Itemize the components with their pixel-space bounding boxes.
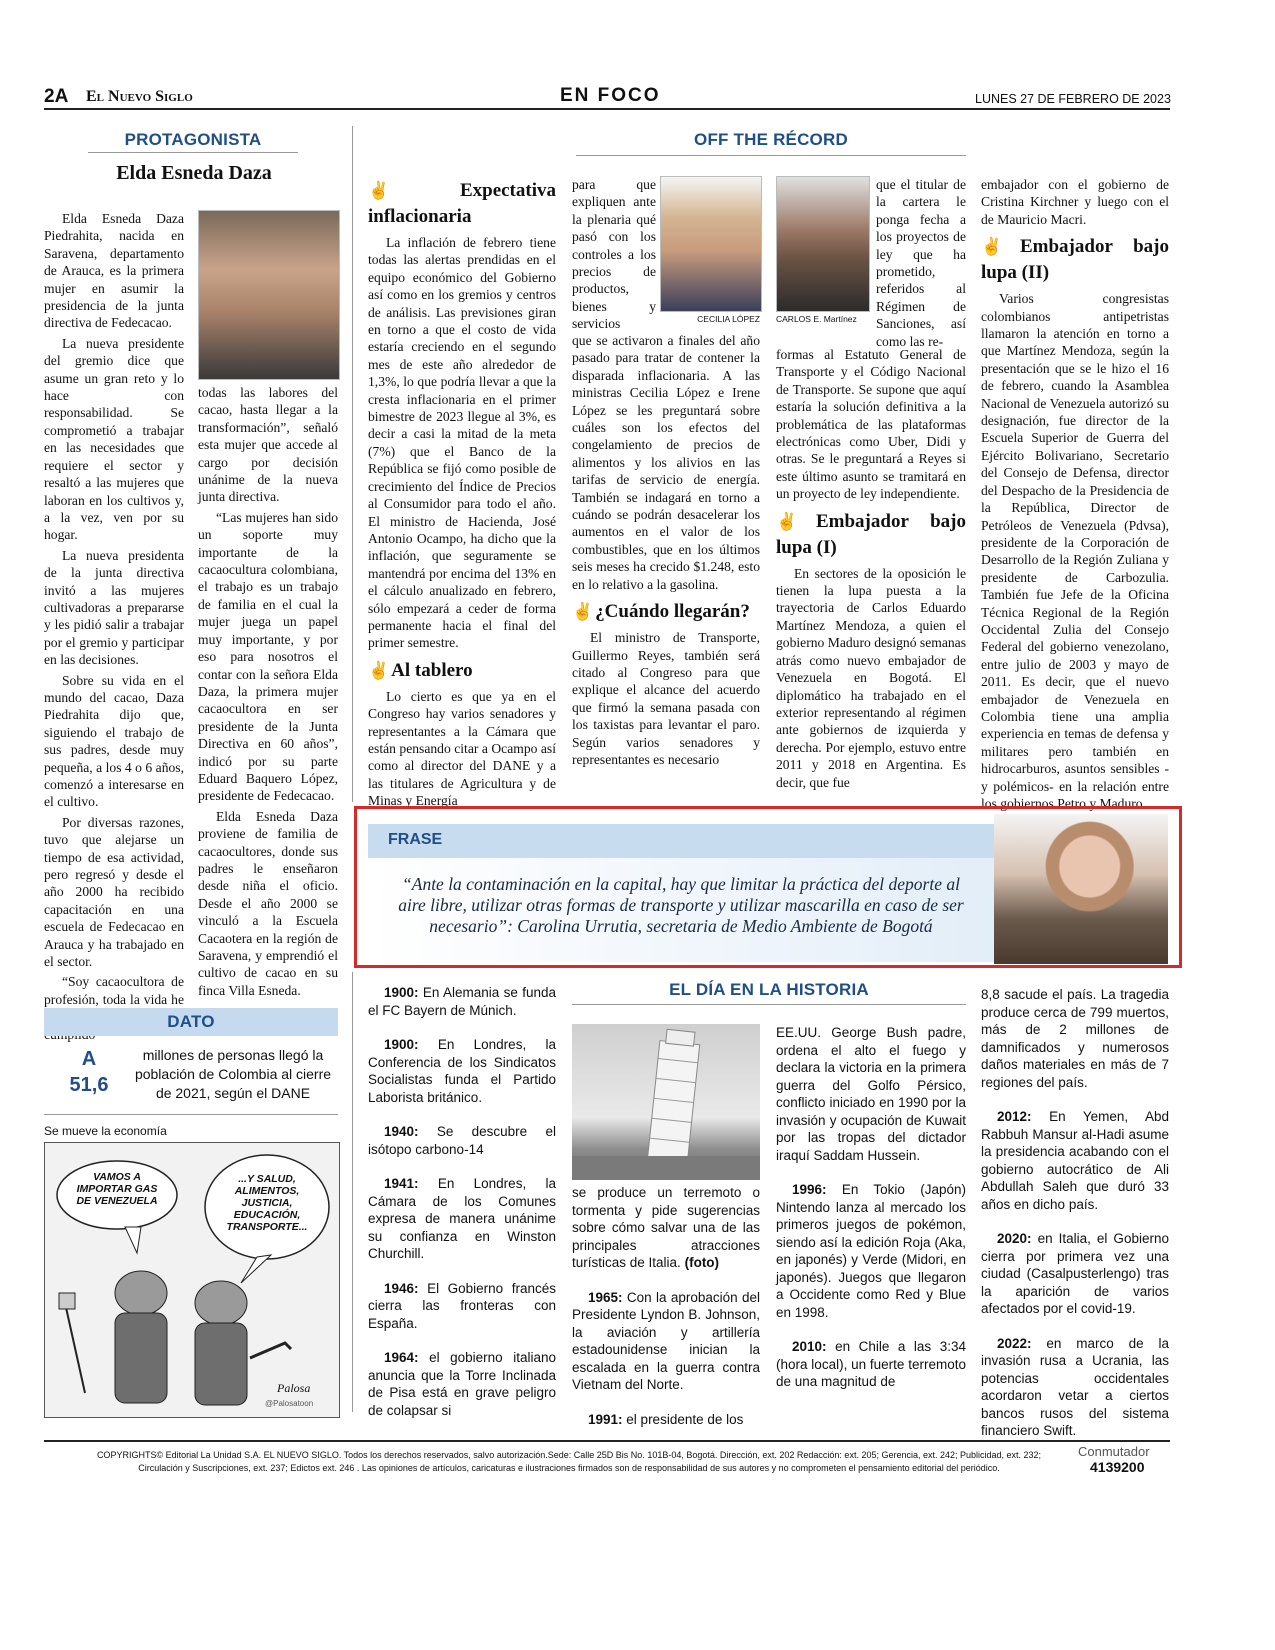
frase-label: FRASE <box>388 831 443 848</box>
column-divider <box>352 126 353 802</box>
paragraph: Por diversas razones, tuvo que alejarse un tiempo de esa actividad, pero regresó y desde el año 2000 ha recibido capacitación en una escuela de Fedecacao en Arauca y ha trabajado en el sector. <box>44 814 184 970</box>
carolina-urrutia-photo <box>994 814 1168 964</box>
history-entry: 2010: en Chile a las 3:34 (hora local), un fuerte terremoto de una magnitud de <box>776 1339 966 1389</box>
dato-value: A 51,6 <box>69 1048 109 1096</box>
item-title: ✌ Embajador bajo lupa (I) <box>776 510 966 558</box>
item-title: ✌ Expectativa inflacionaria <box>368 180 556 227</box>
off-record-colA <box>368 172 556 809</box>
cartoon-bubble-left: VAMOS A IMPORTAR GAS DE VENEZUELA <box>76 1171 158 1207</box>
paragraph: Sobre su vida en el mundo del cacao, Daza Piedrahita dijo que, siguiendo el trabajo de sus padres, desde muy pequeña, a los 4 o 6 años, comenzó a interesarse en el cultivo. <box>44 672 184 810</box>
elda-daza-photo <box>198 210 340 380</box>
dato-label: DATO <box>167 1012 215 1031</box>
issue-date: LUNES 27 DE FEBRERO DE 2023 <box>975 92 1171 106</box>
frase-quote: “Ante la contaminación en la capital, hay que limitar la práctica del deporte al aire libre, utilizar otras formas de transporte y utilizar mascarilla en caso de ser necesario”: Carolina Urrutia, secretaria de Medio Ambiente de Bogotá <box>398 874 964 936</box>
dato-rule <box>44 1114 338 1115</box>
off-record-rule <box>576 155 966 156</box>
history-entry: 1941: En Londres, la Cámara de los Comunes expresa de manera unánime su confianza en Winston Churchill. <box>368 1176 556 1261</box>
historia-col4 <box>981 986 1169 1457</box>
paragraph: que el titular de la cartera le ponga fecha a los proyectos de ley que ha prometido, referidos al Régimen de Sanciones, así como las re- <box>876 177 966 349</box>
historia-col2 <box>572 1184 760 1445</box>
history-entry: 1900: En Londres, la Conferencia de los Sindicatos Socialistas funda el Partido Laborista británico. <box>368 1037 556 1105</box>
pisa-tower-illustration <box>572 1024 760 1180</box>
history-entry: 1996: En Tokio (Japón) Nintendo lanza al mercado los primeros juegos de pokémon, siendo así la edición Roja (Aka, en japonés) y Verde (Midori, en japonés). Juegos que llegaron a Occidente como Red y Blue en 1998. <box>776 1182 966 1320</box>
off-record-colB <box>572 332 760 771</box>
paragraph: Lo cierto es que ya en el Congreso hay varios senadores y representantes a la Cámara que están pensando citar a Ocampo así como al director del DANE y a las titulares de Agricultura y de Minas y Energía <box>368 688 556 809</box>
historia-label: EL DÍA EN LA HISTORIA <box>669 980 869 999</box>
off-record-colC <box>776 346 966 794</box>
switchboard-number: 4139200 <box>1090 1459 1145 1475</box>
header-rule <box>44 108 1170 110</box>
photo-caption: CECILIA LÓPEZ <box>697 314 760 324</box>
paragraph: Elda Esneda Daza proviene de familia de cacaocultores, donde sus padres le enseñaron desde niña el oficio. Desde el año 2000 se vinculó a la Escuela Cacaotera en la región de Saravena, y emprendió el cultivo de cacao en su finca Villa Esneda. <box>198 808 338 998</box>
paragraph: que se activaron a finales del año pasado para tratar de contener la disparada inflacionaria. A las ministras Cecilia López e Irene López se les preguntará sobre cuáles son los efectos del congelamiento de precios de alimentos y los alivios en las tarifas de servicio de energía. También se indagará en torno a cuándo se podrán desacelerar los aumentos en el valor de los combustibles, que en los últimos seis meses ha crecido $1.248, esto en lo relativo a la gasolina. <box>572 333 760 592</box>
paragraph: para que expliquen ante la plenaria qué pasó con los controles a los precios de productos, bienes y servicios <box>572 177 656 332</box>
cartoon-frame <box>44 1142 340 1418</box>
item-title: ✌ ¿Cuándo llegarán? <box>572 601 750 623</box>
protagonista-title: Elda Esneda Daza <box>116 162 272 184</box>
cartoon-credit: @Palosatoon <box>265 1399 314 1408</box>
paragraph: formas al Estatuto General de Transporte y el Código Nacional de Transporte. Se supone que aquí estaría la solución definitiva a la problemática de las plataformas electrónicas como Uber, Didi y otras. Se le preguntará a Reyes si este último asunto se tramitará en un proyecto de ley independiente. <box>776 347 966 502</box>
paragraph: Elda Esneda Daza Piedrahita, nacida en Saravena, departamento de Arauca, es la primera mujer en asumir la presidencia de la junta directiva de Fedecacao. <box>44 211 184 331</box>
newspaper-logo: El Nuevo Siglo <box>86 88 193 105</box>
history-entry: 2022: en marco de la invasión rusa a Ucrania, las potencias occidentales acordaron vetar a ciertos bancos rusos del sistema financiero Swift. <box>981 1335 1169 1438</box>
history-entry: 2012: En Yemen, Abd Rabbuh Mansur al-Hadi asume la presidencia acabando con el gobierno autocrático de Ali Abdullah Saleh que duró 33 años en dicho país. <box>981 1109 1169 1212</box>
footer-rule <box>44 1440 1170 1442</box>
footer-copyright-2: Circulación y Suscripciones, ext. 237; Edictos ext. 246 . Las opiniones de artículos, caricaturas e ilustraciones firmados son de responsabilidad de sus autores y no comprometen el pensamiento editorial del periódico. <box>138 1463 1000 1473</box>
history-entry: 1900: En Alemania se funda el FC Bayern de Múnich. <box>368 985 556 1018</box>
historia-col3 <box>776 1024 966 1408</box>
history-entry: 2020: en Italia, el Gobierno cierra por primera vez una ciudad (Casalpusterlengo) tras la aparición de varios afectados por el covid-19. <box>981 1231 1169 1316</box>
footer-copyright: COPYRIGHTS© Editorial La Unidad S.A. EL NUEVO SIGLO. Todos los derechos reservados, salvo autorización.Sede: Calle 25D Bis No. 101B-04, Bogotá. Dirección, ext. 202 Redacción: ext. 205; Gerencia, ext. 242; Publicidad, ext. 232; <box>96 1450 1042 1460</box>
pisa-tower-photo <box>572 1024 760 1180</box>
off-record-colC-top <box>876 176 966 350</box>
photo-caption: CARLOS E. Martínez <box>776 314 857 324</box>
switchboard-label: Conmutador <box>1078 1444 1150 1459</box>
cartoon-bubble-right: ...Y SALUD, ALIMENTOS, JUSTICIA, EDUCACIÓN, TRANSPORTE... <box>226 1173 308 1233</box>
cecilia-lopez-photo <box>660 176 762 312</box>
item-title: ✌ Embajador bajo lupa (II) <box>981 236 1169 284</box>
paragraph: La nueva presidente del gremio dice que asume un gran reto y lo hace con responsabilidad. Se comprometió a trabajar en las necesidades que requiere el sector y resaltó a las mujeres que laboran en los cultivos y, a la vez, ven por su hogar. <box>44 335 184 543</box>
off-record-colD <box>981 176 1169 815</box>
item-title: ✌ Al tablero <box>368 659 473 681</box>
paragraph: Varios congresistas colombianos antipetristas llamaron la atención en torno a que Martínez Mendoza, según la presentación que se le hizo el 16 de febrero, cuando la Asamblea Nacional de Venezuela autorizó su designación, fue director de la Escuela Superior de Guerra del Ejército Bolivariano, Secretario del Consejo de Defensa, director del Despacho de la Presidencia de la República, Director de Petróleos de Venezuela (Pdvsa), presidente de la Corporación de Desarrollo de la Región Zuliana y presidente de Carbozulia. También fue Jefe de la Oficina Técnica Regional de la Región Occidental Zulia del Consejo Federal del gobierno venezolano, entre julio de 2003 y mayo de 2011. Es decir, que el nuevo embajador de Venezuela en Colombia tiene una amplia experiencia en temas de defensa y militares pero también en hidrocarburos, asuntos sensibles -y polémicos- en la relación entre los gobiernos Petro y Maduro. <box>981 291 1169 811</box>
column-divider <box>352 972 353 1412</box>
page-number: 2A <box>44 86 69 107</box>
history-entry: 1965: Con la aprobación del Presidente Lyndon B. Johnson, la aviación y artillería estadounidense inician la escalada en la guerra contra Vietnam del Norte. <box>572 1289 760 1392</box>
cartoon-caption: Se mueve la economía <box>44 1124 167 1138</box>
carlos-martinez-photo <box>776 176 870 312</box>
protagonista-label-rule <box>88 152 298 153</box>
section-title: EN FOCO <box>560 85 661 106</box>
paragraph: La nueva presidenta de la junta directiva invitó a las mujeres cultivadoras a prepararse y les pidió salir a trabajar por el gremio y participar en las decisiones. <box>44 547 184 668</box>
history-entry: EE.UU. George Bush padre, ordena el alto el fuego y declara la victoria en la primera guerra del Golfo Pérsico, conflicto iniciado en 1990 por la invasión y ocupación de Kuwait por las tropas del dictador iraquí Saddam Hussein. <box>776 1025 966 1163</box>
protagonista-col1 <box>44 210 184 1046</box>
history-entry: 1946: El Gobierno francés cierra las fronteras con España. <box>368 1280 556 1331</box>
dato-text: millones de personas llegó la población de Colombia al cierre de 2021, según el DANE <box>134 1047 332 1101</box>
paragraph: embajador con el gobierno de Cristina Kirchner y luego con el de Mauricio Macri. <box>981 177 1169 227</box>
paragraph: todas las labores del cacao, hasta llegar a la transformación”, señaló esta mujer que accede al cargo por decisión unánime de la nueva junta directiva. <box>198 385 338 505</box>
paragraph: La inflación de febrero tiene todas las alertas prendidas en el equipo económico del Gobierno así como en los gremios y centros de análisis. Las previsiones giran en torno a que el costo de vida estaría creciendo en el segundo mes de este año alrededor de 1,3%, lo que podría llevar a que la cresta inflacionaria en el primer bimestre de 2023 llegue al 3%, es decir a casi la mitad de la meta (7%) que el Banco de la República se fijó como posible de crecimiento del Índice de Precios al Consumidor para todo el año. El ministro de Hacienda, José Antonio Ocampo, ha dicho que la inflación, que seguramente se mantendrá por encima del 13% en el cálculo anualizado en febrero, sólo empezará a ceder de forma permanente hacia el final del primer semestre. <box>368 235 556 651</box>
history-entry: 1991: el presidente de los <box>588 1411 744 1427</box>
history-entry: 1964: el gobierno italiano anuncia que la Torre Inclinada de Pisa está en grave peligro de colapsar si <box>368 1350 556 1418</box>
paragraph: “Soy cacaocultora de profesión, toda la vida he <box>44 974 184 1007</box>
off-record-label: OFF THE RÉCORD <box>694 130 848 149</box>
history-entry: se produce un terremoto o tormenta y pide sugerencias sobre cómo salvar una de las principales atracciones turísticas de Italia. (foto) <box>572 1185 760 1270</box>
protagonista-col2 <box>198 384 338 1002</box>
historia-col1 <box>368 984 556 1436</box>
history-entry: 1940: Se descubre el isótopo carbono-14 <box>368 1124 556 1157</box>
paragraph: “Las mujeres han sido un soporte muy importante de la cacaocultura colombiana, el trabajo es un trabajo de familia en el cual la mujer juega un papel muy importante, y por eso para nosotros el contar con la señora Elda Daza, la primera mujer cacaocultora en ser presidente de la Junta Directiva en 60 años”, indicó por su parte Eduard Baquero López, presidente de Fedecacao. <box>198 509 338 804</box>
paragraph: El ministro de Transporte, Guillermo Reyes, también será citado al Congreso para que explique el alcance del acuerdo que firmó la semana pasada con los taxistas para levantar el paro. Según varios senadores y representantes es necesario <box>572 630 760 767</box>
paragraph: En sectores de la oposición le tienen la lupa puesta a la trayectoria de Carlos Eduardo Martínez Mendoza, a quien el gobierno Maduro designó semanas atrás como nuevo embajador de Venezuela en Bogotá. El diplomático ha trabajado en el exterior representando al régimen ante gobiernos de izquierda y derecha. Por ejemplo, estuvo entre 2011 y 2018 en Argentina. Es decir, que fue <box>776 565 966 790</box>
history-entry: 8,8 sacude el país. La tragedia produce cerca de 799 muertos, más de 2 millones de damnificados y numerosos daños materiales en más de 7 regiones del país. <box>981 987 1169 1090</box>
off-record-colB-top <box>572 176 656 333</box>
historia-rule <box>572 1004 966 1005</box>
cartoon-signature: Palosa <box>277 1381 311 1395</box>
protagonista-label: PROTAGONISTA <box>124 130 262 149</box>
